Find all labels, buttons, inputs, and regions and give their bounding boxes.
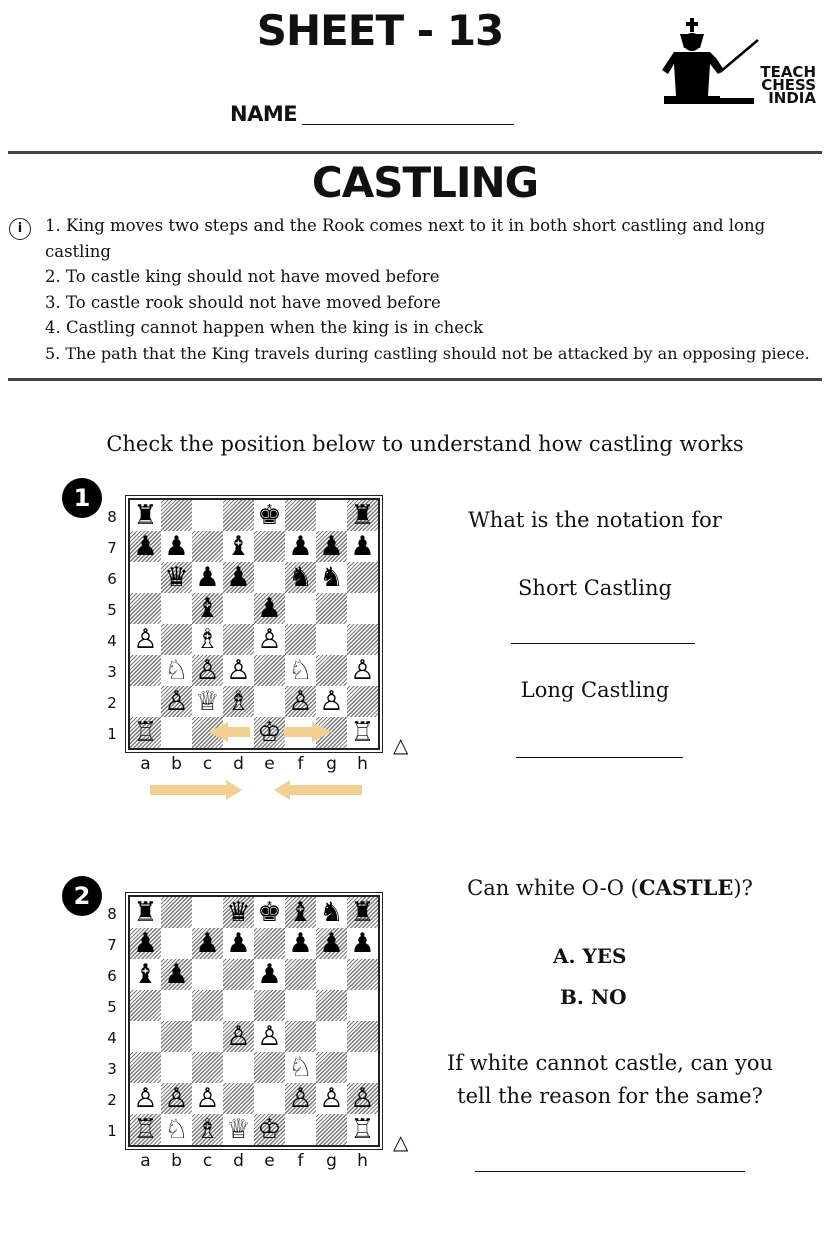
file-label: a — [140, 1151, 151, 1171]
square-c6 — [192, 562, 223, 593]
square-b3 — [161, 655, 192, 686]
intro-text: Check the position below to understand how castling works — [106, 432, 744, 456]
chess-piece: ♙ — [133, 1083, 158, 1114]
chess-piece: ♙ — [257, 1021, 282, 1052]
section-title: CASTLING — [311, 158, 539, 207]
long-castling-label: Long Castling — [520, 678, 670, 702]
chess-piece: ♕ — [226, 1114, 251, 1145]
square-c2 — [192, 686, 223, 717]
rank-label: 5 — [107, 601, 117, 619]
chess-piece: ♝ — [133, 959, 158, 990]
square-b7 — [161, 928, 192, 959]
square-b3 — [161, 1052, 192, 1083]
file-label: d — [233, 754, 244, 774]
square-f3 — [285, 1052, 316, 1083]
rules-list — [45, 213, 820, 366]
rule-item: 5. The path that the King travels during castling should not be attacked by an opposing piece. — [45, 343, 810, 363]
square-b8 — [161, 897, 192, 928]
square-g4 — [316, 624, 347, 655]
square-b6 — [161, 959, 192, 990]
square-a4 — [130, 624, 161, 655]
file-label: c — [202, 1151, 213, 1171]
arrow-head-icon — [226, 780, 242, 800]
followup-question-line2: tell the reason for the same? — [457, 1084, 763, 1108]
square-d2 — [223, 1083, 254, 1114]
square-b4 — [161, 1021, 192, 1052]
name-input-line[interactable] — [302, 124, 514, 125]
square-e5 — [254, 990, 285, 1021]
square-g6 — [316, 562, 347, 593]
file-label: f — [297, 1151, 304, 1171]
square-a6 — [130, 959, 161, 990]
square-e5 — [254, 593, 285, 624]
square-c8 — [192, 897, 223, 928]
chess-piece: ♟ — [350, 531, 375, 562]
square-f5 — [285, 593, 316, 624]
castle-arrow-right-board — [284, 727, 312, 737]
square-c3 — [192, 655, 223, 686]
square-h3 — [347, 655, 378, 686]
square-b1 — [161, 717, 192, 748]
chess-piece: ♙ — [226, 1021, 251, 1052]
castle-arrow-left-board — [228, 727, 250, 737]
chess-piece: ♟ — [133, 928, 158, 959]
divider-top — [8, 151, 822, 154]
followup-question-line1: If white cannot castle, can you — [446, 1051, 774, 1075]
chess-board — [128, 895, 380, 1147]
chess-piece: ♛ — [164, 562, 189, 593]
chess-piece: ♘ — [288, 655, 313, 686]
square-g8 — [316, 500, 347, 531]
square-h6 — [347, 562, 378, 593]
chess-piece: ♝ — [195, 593, 220, 624]
square-g7 — [316, 531, 347, 562]
rank-label: 8 — [107, 905, 117, 923]
castle-arrow-left-below — [290, 785, 362, 795]
file-label: b — [171, 1151, 182, 1171]
square-d1 — [223, 1114, 254, 1145]
white-to-move-indicator: △ — [393, 733, 409, 757]
square-c6 — [192, 959, 223, 990]
square-h4 — [347, 1021, 378, 1052]
arrow-head-icon — [208, 722, 228, 742]
exercise-number-badge: 2 — [62, 876, 102, 916]
sheet-title: SHEET - 13 — [256, 6, 504, 55]
square-h3 — [347, 1052, 378, 1083]
short-castling-answer-line[interactable] — [511, 643, 695, 644]
long-castling-answer-line[interactable] — [516, 757, 683, 758]
chess-piece: ♙ — [288, 1083, 313, 1114]
chess-piece: ♞ — [319, 897, 344, 928]
rank-label: 7 — [107, 936, 117, 954]
chess-piece: ♔ — [257, 1114, 282, 1145]
square-a3 — [130, 1052, 161, 1083]
file-label: c — [202, 754, 213, 774]
file-label: g — [326, 754, 337, 774]
file-label: d — [233, 1151, 244, 1171]
square-a1 — [130, 1114, 161, 1145]
chess-piece: ♟ — [226, 562, 251, 593]
square-a5 — [130, 990, 161, 1021]
chess-piece: ♟ — [164, 959, 189, 990]
square-a7 — [130, 928, 161, 959]
rank-label: 8 — [107, 508, 117, 526]
short-castling-label: Short Castling — [518, 576, 672, 600]
square-f8 — [285, 500, 316, 531]
square-g6 — [316, 959, 347, 990]
teach-chess-india-logo — [660, 18, 820, 110]
chess-piece: ♙ — [164, 686, 189, 717]
name-label: NAME — [230, 102, 298, 126]
square-c5 — [192, 593, 223, 624]
square-b2 — [161, 686, 192, 717]
rank-label: 2 — [107, 694, 117, 712]
square-c1 — [192, 1114, 223, 1145]
chess-piece: ♙ — [195, 1083, 220, 1114]
rule-item: 1. King moves two steps and the Rook comes next to it in both short castling and long castling — [45, 216, 766, 261]
chess-piece: ♟ — [288, 531, 313, 562]
chess-piece: ♕ — [195, 686, 220, 717]
divider-bottom — [8, 378, 822, 381]
logo-text-india: INDIA — [768, 89, 816, 107]
square-h8 — [347, 897, 378, 928]
rank-label: 4 — [107, 632, 117, 650]
square-h5 — [347, 990, 378, 1021]
square-e6 — [254, 562, 285, 593]
square-e3 — [254, 655, 285, 686]
square-h7 — [347, 928, 378, 959]
file-label: h — [357, 1151, 368, 1171]
arrow-head-icon — [312, 722, 332, 742]
square-h8 — [347, 500, 378, 531]
square-d8 — [223, 897, 254, 928]
chess-piece: ♙ — [226, 655, 251, 686]
rule-item: 4. Castling cannot happen when the king is in check — [45, 318, 484, 337]
square-a5 — [130, 593, 161, 624]
chess-piece: ♞ — [319, 562, 344, 593]
square-h7 — [347, 531, 378, 562]
chess-piece: ♙ — [319, 1083, 344, 1114]
square-c4 — [192, 1021, 223, 1052]
arrow-head-icon — [274, 780, 290, 800]
rank-label: 3 — [107, 663, 117, 681]
reason-answer-line[interactable] — [475, 1171, 745, 1172]
square-a8 — [130, 500, 161, 531]
square-a7 — [130, 531, 161, 562]
square-f4 — [285, 1021, 316, 1052]
square-g8 — [316, 897, 347, 928]
chess-diagram-1 — [100, 490, 420, 790]
rank-label: 7 — [107, 539, 117, 557]
file-label: e — [264, 1151, 275, 1171]
square-d2 — [223, 686, 254, 717]
square-d3 — [223, 655, 254, 686]
file-label: f — [297, 754, 304, 774]
rank-label: 4 — [107, 1029, 117, 1047]
square-h1 — [347, 717, 378, 748]
square-h5 — [347, 593, 378, 624]
square-a8 — [130, 897, 161, 928]
chess-piece: ♗ — [195, 1114, 220, 1145]
square-f2 — [285, 686, 316, 717]
square-b5 — [161, 990, 192, 1021]
square-g4 — [316, 1021, 347, 1052]
square-h1 — [347, 1114, 378, 1145]
square-c8 — [192, 500, 223, 531]
square-e1 — [254, 1114, 285, 1145]
square-g5 — [316, 990, 347, 1021]
chess-piece: ♖ — [350, 717, 375, 748]
square-c4 — [192, 624, 223, 655]
square-b2 — [161, 1083, 192, 1114]
logo-text-chess: CHESS — [761, 76, 816, 94]
square-d5 — [223, 593, 254, 624]
square-e7 — [254, 531, 285, 562]
chess-piece: ♟ — [257, 959, 282, 990]
square-f5 — [285, 990, 316, 1021]
chess-piece: ♙ — [195, 655, 220, 686]
rank-label: 1 — [107, 1122, 117, 1140]
chess-piece: ♙ — [319, 686, 344, 717]
chess-piece: ♙ — [257, 624, 282, 655]
file-label: b — [171, 754, 182, 774]
rule-item: 2. To castle king should not have moved before — [45, 267, 440, 286]
chess-piece: ♜ — [350, 500, 375, 531]
chess-piece: ♔ — [257, 717, 282, 748]
square-e8 — [254, 500, 285, 531]
square-h2 — [347, 1083, 378, 1114]
square-e6 — [254, 959, 285, 990]
square-h4 — [347, 624, 378, 655]
square-b1 — [161, 1114, 192, 1145]
chess-piece: ♗ — [226, 686, 251, 717]
rank-label: 6 — [107, 967, 117, 985]
chess-piece: ♟ — [133, 531, 158, 562]
square-a6 — [130, 562, 161, 593]
file-label: g — [326, 1151, 337, 1171]
chess-piece: ♖ — [133, 1114, 158, 1145]
chess-piece: ♛ — [226, 897, 251, 928]
chess-piece: ♘ — [288, 1052, 313, 1083]
square-f1 — [285, 1114, 316, 1145]
chess-piece: ♟ — [195, 562, 220, 593]
square-g2 — [316, 1083, 347, 1114]
square-c5 — [192, 990, 223, 1021]
square-e8 — [254, 897, 285, 928]
square-d5 — [223, 990, 254, 1021]
chess-piece: ♝ — [288, 897, 313, 928]
chess-piece: ♟ — [257, 593, 282, 624]
chess-piece: ♜ — [133, 500, 158, 531]
chess-piece: ♘ — [164, 655, 189, 686]
square-c2 — [192, 1083, 223, 1114]
square-d7 — [223, 531, 254, 562]
square-d4 — [223, 1021, 254, 1052]
chess-piece: ♙ — [350, 1083, 375, 1114]
chess-piece: ♟ — [164, 531, 189, 562]
chess-diagram-2 — [100, 887, 420, 1187]
file-label: a — [140, 754, 151, 774]
chess-piece: ♟ — [350, 928, 375, 959]
square-f7 — [285, 928, 316, 959]
chess-piece: ♙ — [133, 624, 158, 655]
file-label: e — [264, 754, 275, 774]
square-f6 — [285, 959, 316, 990]
chess-piece: ♞ — [288, 562, 313, 593]
square-e1 — [254, 717, 285, 748]
square-f6 — [285, 562, 316, 593]
square-a1 — [130, 717, 161, 748]
square-b5 — [161, 593, 192, 624]
square-h2 — [347, 686, 378, 717]
square-d8 — [223, 500, 254, 531]
square-g2 — [316, 686, 347, 717]
square-b6 — [161, 562, 192, 593]
option-a[interactable]: A. YES — [553, 944, 627, 968]
square-g3 — [316, 655, 347, 686]
square-d6 — [223, 959, 254, 990]
square-d4 — [223, 624, 254, 655]
chess-piece: ♖ — [350, 1114, 375, 1145]
square-a4 — [130, 1021, 161, 1052]
exercise-number-badge: 1 — [62, 478, 102, 518]
chess-piece: ♟ — [288, 928, 313, 959]
square-e4 — [254, 624, 285, 655]
square-a2 — [130, 686, 161, 717]
square-e2 — [254, 686, 285, 717]
square-c3 — [192, 1052, 223, 1083]
square-g5 — [316, 593, 347, 624]
chess-piece: ♜ — [133, 897, 158, 928]
question-notation: What is the notation for — [468, 508, 722, 532]
chess-piece: ♜ — [350, 897, 375, 928]
square-h6 — [347, 959, 378, 990]
chess-piece: ♟ — [195, 928, 220, 959]
square-d7 — [223, 928, 254, 959]
square-d6 — [223, 562, 254, 593]
square-f3 — [285, 655, 316, 686]
question-can-castle: Can white O-O (CASTLE)? — [467, 875, 753, 900]
file-label: h — [357, 754, 368, 774]
square-b8 — [161, 500, 192, 531]
square-g1 — [316, 1114, 347, 1145]
logo-text-teach: TEACH — [760, 63, 816, 81]
chess-piece: ♝ — [226, 531, 251, 562]
chess-piece: ♙ — [164, 1083, 189, 1114]
rule-item: 3. To castle rook should not have moved before — [45, 292, 441, 312]
square-g3 — [316, 1052, 347, 1083]
square-d3 — [223, 1052, 254, 1083]
square-f7 — [285, 531, 316, 562]
square-g7 — [316, 928, 347, 959]
chess-piece: ♙ — [288, 686, 313, 717]
square-b4 — [161, 624, 192, 655]
chess-piece: ♟ — [319, 928, 344, 959]
square-e2 — [254, 1083, 285, 1114]
chess-piece: ♚ — [257, 897, 282, 928]
square-c7 — [192, 928, 223, 959]
chess-piece: ♚ — [257, 500, 282, 531]
chess-piece: ♖ — [133, 717, 158, 748]
square-e3 — [254, 1052, 285, 1083]
square-f2 — [285, 1083, 316, 1114]
chess-piece: ♙ — [350, 655, 375, 686]
square-a2 — [130, 1083, 161, 1114]
chess-piece: ♘ — [164, 1114, 189, 1145]
castle-arrow-right-below — [150, 785, 226, 795]
chess-piece: ♗ — [195, 624, 220, 655]
square-c7 — [192, 531, 223, 562]
square-f8 — [285, 897, 316, 928]
square-b7 — [161, 531, 192, 562]
chess-board — [128, 498, 380, 750]
rank-label: 6 — [107, 570, 117, 588]
rank-label: 3 — [107, 1060, 117, 1078]
option-b[interactable]: B. NO — [560, 985, 627, 1009]
chess-piece: ♟ — [226, 928, 251, 959]
chess-piece: ♟ — [319, 531, 344, 562]
square-e7 — [254, 928, 285, 959]
rank-label: 1 — [107, 725, 117, 743]
square-e4 — [254, 1021, 285, 1052]
square-f4 — [285, 624, 316, 655]
rank-label: 2 — [107, 1091, 117, 1109]
square-a3 — [130, 655, 161, 686]
rank-label: 5 — [107, 998, 117, 1016]
white-to-move-indicator: △ — [393, 1130, 409, 1154]
info-icon: i — [9, 218, 31, 240]
